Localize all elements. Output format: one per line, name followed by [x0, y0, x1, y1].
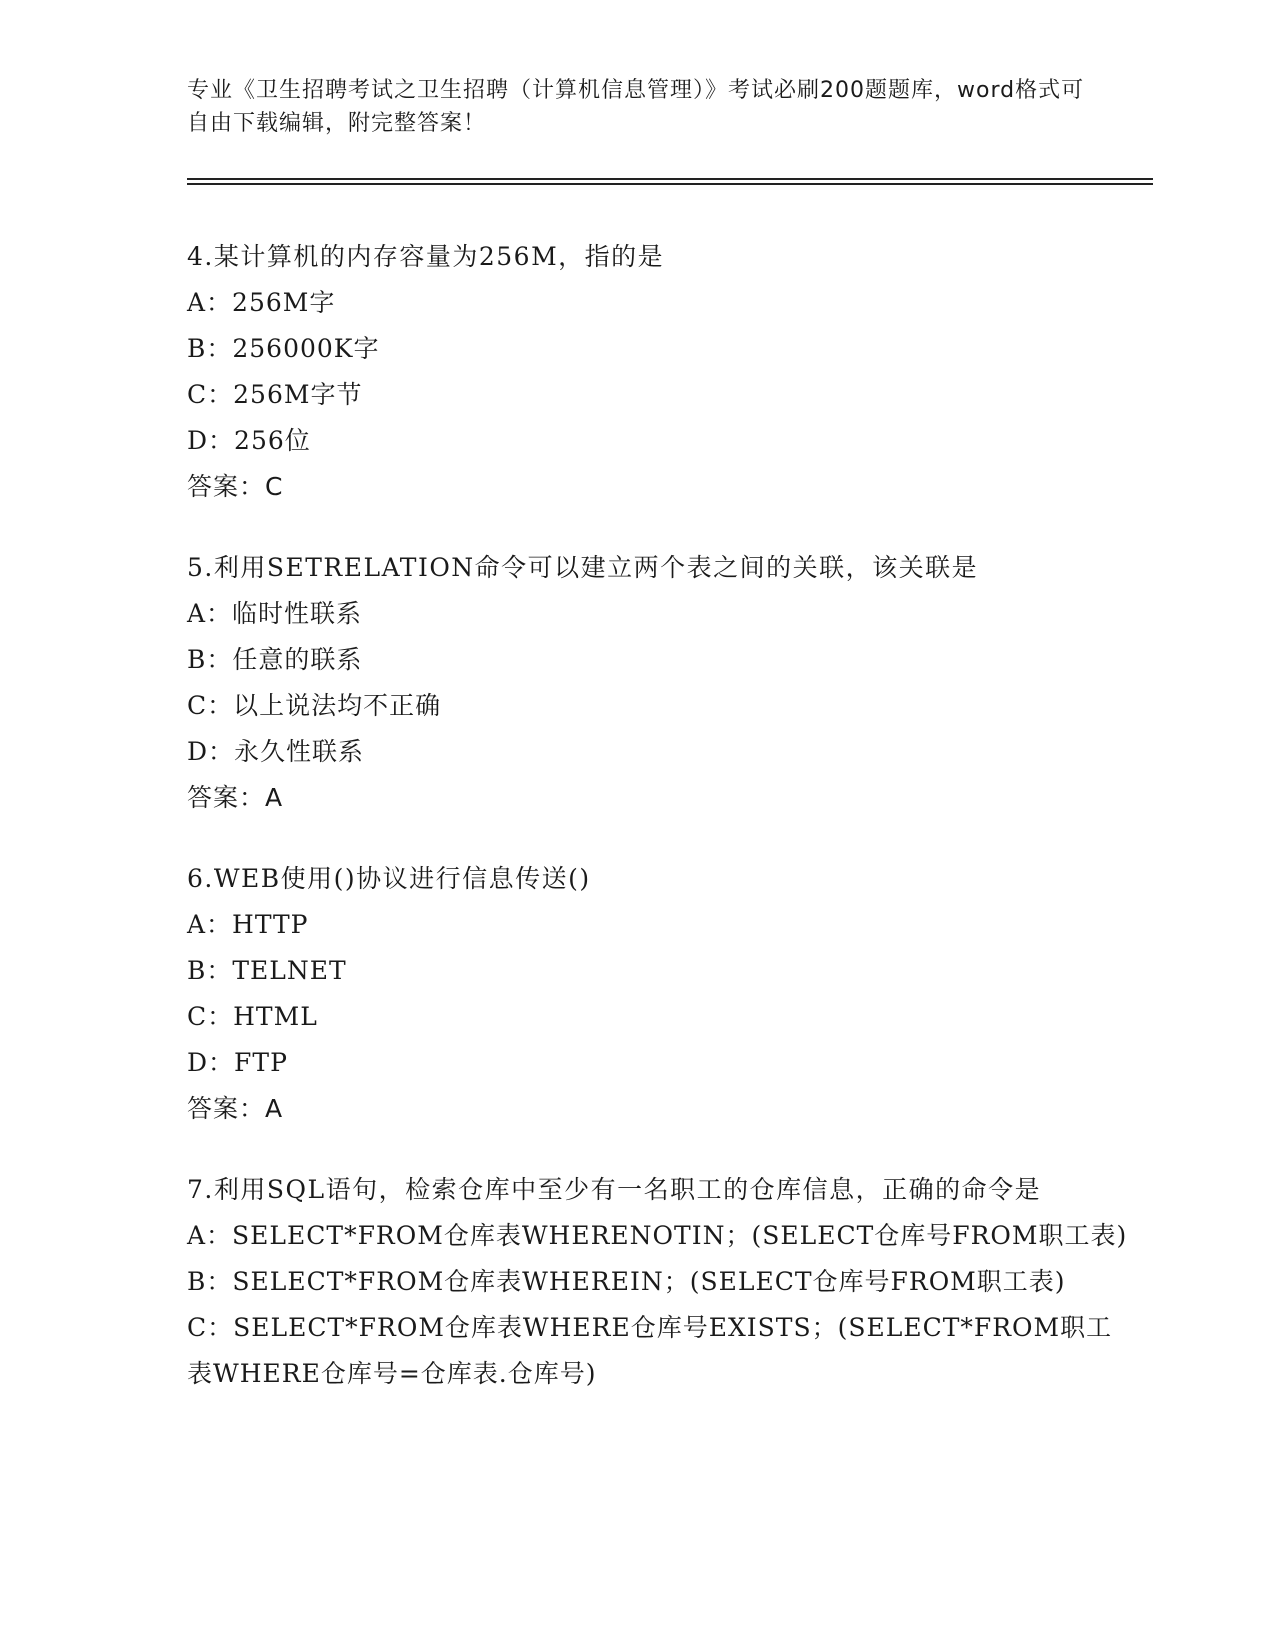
question-list: [187, 234, 1137, 1432]
option-d: D：FTP: [187, 1048, 288, 1077]
question-stem: 6.WEB使用()协议进行信息传送(): [187, 864, 591, 893]
answer-label: 答案：A: [187, 783, 284, 812]
option-b: B：任意的联系: [187, 645, 363, 674]
header-divider-top: [187, 178, 1153, 180]
question-7: [187, 1167, 1137, 1397]
question-stem: 7.利用SQL语句，检索仓库中至少有一名职工的仓库信息，正确的命令是: [187, 1175, 1042, 1204]
option-d: D：256位: [187, 426, 311, 455]
question-5: [187, 545, 1137, 821]
option-b: B：SELECT*FROM仓库表WHEREIN；(SELECT仓库号FROM职工表): [187, 1267, 1066, 1296]
option-c: C：SELECT*FROM仓库表WHERE仓库号EXISTS；(SELECT*FROM职工表WHERE仓库号=仓库表.仓库号): [187, 1313, 1113, 1388]
option-c: C：以上说法均不正确: [187, 691, 442, 720]
header-text: 专业《卫生招聘考试之卫生招聘（计算机信息管理）》考试必刷200题题库，word格式可自由下载编辑，附完整答案！: [187, 78, 1085, 136]
answer-label: 答案：C: [187, 472, 284, 501]
option-a: A：HTTP: [187, 910, 309, 939]
option-d: D：永久性联系: [187, 737, 365, 766]
option-b: B：256000K字: [187, 334, 380, 363]
question-stem: 4.某计算机的内存容量为256M，指的是: [187, 242, 665, 271]
answer-label: 答案：A: [187, 1094, 284, 1123]
header-divider-bottom: [187, 183, 1153, 185]
question-stem: 5.利用SETRELATION命令可以建立两个表之间的关联，该关联是: [187, 553, 979, 582]
option-b: B：TELNET: [187, 956, 347, 985]
question-6: [187, 856, 1137, 1132]
option-c: C：HTML: [187, 1002, 318, 1031]
option-a: A：SELECT*FROM仓库表WHERENOTIN；(SELECT仓库号FROM职工表): [187, 1221, 1128, 1250]
question-4: [187, 234, 1137, 510]
document-header: [187, 74, 1087, 140]
option-a: A：临时性联系: [187, 599, 363, 628]
option-a: A：256M字: [187, 288, 336, 317]
option-c: C：256M字节: [187, 380, 363, 409]
